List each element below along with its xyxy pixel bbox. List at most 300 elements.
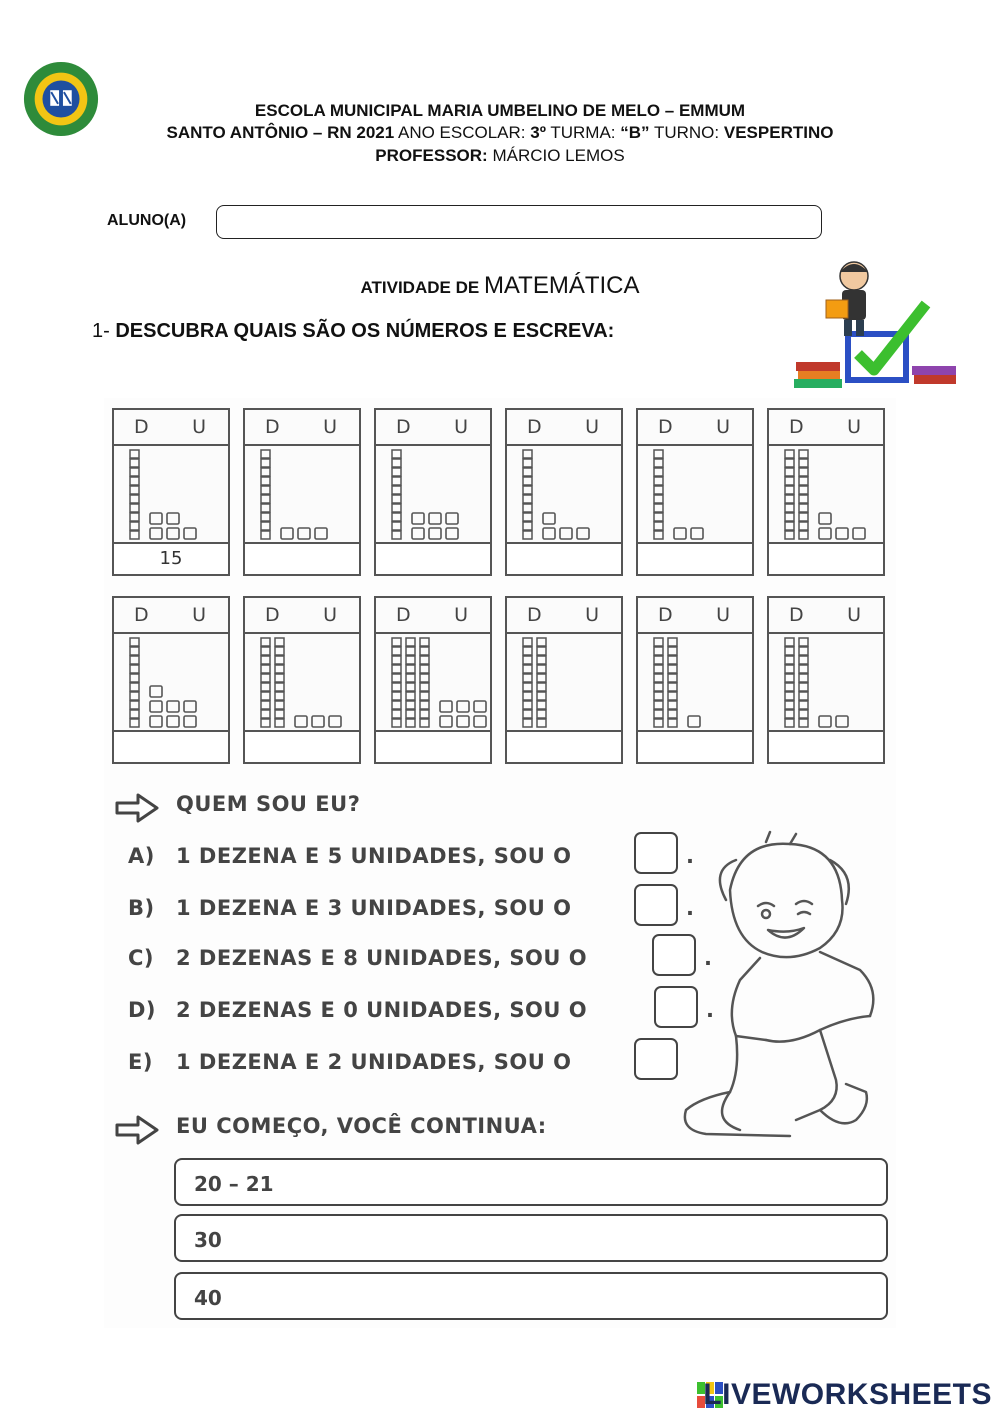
ten-rod-cube [785, 638, 794, 646]
place-value-card [767, 408, 885, 576]
ten-rod-cube [130, 647, 139, 655]
base-ten-blocks [245, 632, 359, 734]
unit-cube [312, 716, 324, 727]
ten-rod-cube [275, 719, 284, 727]
base-ten-blocks [376, 444, 490, 546]
unit-cube [674, 528, 686, 539]
ten-rod-cube [523, 710, 532, 718]
tens-header: D [134, 416, 149, 438]
ten-rod-cube [537, 692, 546, 700]
base-ten-blocks [245, 444, 359, 546]
ten-rod-cube [275, 665, 284, 673]
unit-cube [474, 701, 486, 712]
ten-rod-cube [523, 638, 532, 646]
unit-cube [429, 513, 441, 524]
ten-rod-cube [130, 719, 139, 727]
ten-rod-cube [392, 638, 401, 646]
ten-rod-cube [654, 656, 663, 664]
sequence-row-1[interactable] [174, 1158, 888, 1206]
ten-rod-cube [392, 701, 401, 709]
ten-rod-cube [275, 692, 284, 700]
ten-rod-cube [130, 692, 139, 700]
unit-cube [167, 701, 179, 712]
du-header [638, 410, 752, 446]
ten-rod-cube [420, 719, 429, 727]
ten-rod-cube [406, 638, 415, 646]
unit-cube [457, 716, 469, 727]
question-text: DESCUBRA QUAIS SÃO OS NÚMEROS E ESCREVA: [115, 320, 615, 342]
du-header [114, 410, 228, 446]
ten-rod-cube [420, 692, 429, 700]
ten-rod-cube [392, 656, 401, 664]
tens-header: D [265, 416, 280, 438]
card-answer-field[interactable] [376, 730, 490, 762]
place-value-card [636, 596, 754, 764]
unit-cube [440, 716, 452, 727]
sequence-row-3[interactable] [174, 1272, 888, 1320]
ten-rod-cube [392, 647, 401, 655]
ten-rod-cube [420, 683, 429, 691]
tens-header: D [658, 416, 673, 438]
ten-rod-cube [130, 504, 139, 512]
base-ten-blocks [638, 444, 752, 546]
sequence-start: 40 [194, 1286, 222, 1310]
ten-rod-cube [785, 468, 794, 476]
unit-cube [295, 716, 307, 727]
units-header: U [847, 416, 861, 438]
du-header [769, 598, 883, 634]
class-value: “B” [620, 123, 650, 142]
ten-rod-cube [523, 531, 532, 539]
tens-header: D [265, 604, 280, 626]
qse-text: 1 DEZENA E 2 UNIDADES, SOU O [176, 1050, 572, 1074]
ten-rod-cube [785, 459, 794, 467]
ten-rod-cube [523, 459, 532, 467]
unit-cube [412, 513, 424, 524]
du-header [245, 598, 359, 634]
base-ten-blocks [507, 632, 621, 734]
tens-header: D [396, 604, 411, 626]
ten-rod-cube [523, 647, 532, 655]
units-header: U [716, 416, 730, 438]
base-ten-blocks [638, 632, 752, 734]
ten-rod-cube [275, 683, 284, 691]
ten-rod-cube [799, 477, 808, 485]
ten-rod-cube [261, 459, 270, 467]
ten-rod-cube [785, 719, 794, 727]
ten-rod-cube [420, 701, 429, 709]
card-answer-field[interactable] [507, 542, 621, 574]
ten-rod-cube [668, 656, 677, 664]
ten-rod-cube [668, 665, 677, 673]
ten-rod-cube [668, 692, 677, 700]
ten-rod-cube [785, 531, 794, 539]
ten-rod-cube [130, 531, 139, 539]
ten-rod-cube [654, 692, 663, 700]
ten-rod-cube [668, 674, 677, 682]
continue-title: EU COMEÇO, VOCÊ CONTINUA: [176, 1114, 547, 1138]
unit-cube [167, 716, 179, 727]
ten-rod-cube [785, 665, 794, 673]
unit-cube [446, 528, 458, 539]
ten-rod-cube [799, 531, 808, 539]
place-value-card [767, 596, 885, 764]
ten-rod-cube [523, 522, 532, 530]
ten-rod-cube [261, 719, 270, 727]
ten-rod-cube [799, 656, 808, 664]
ten-rod-cube [799, 450, 808, 458]
ten-rod-cube [261, 683, 270, 691]
ten-rod-cube [799, 513, 808, 521]
ten-rod-cube [130, 468, 139, 476]
ten-rod-cube [785, 647, 794, 655]
ten-rod-cube [130, 674, 139, 682]
ten-rod-cube [654, 665, 663, 673]
units-header: U [323, 604, 337, 626]
ten-rod-cube [261, 495, 270, 503]
ten-rod-cube [406, 692, 415, 700]
ten-rod-cube [523, 513, 532, 521]
unit-cube [298, 528, 310, 539]
qse-letter: B) [128, 896, 155, 920]
ten-rod-cube [523, 468, 532, 476]
unit-cube [543, 513, 555, 524]
ten-rod-cube [130, 450, 139, 458]
ten-rod-cube [392, 719, 401, 727]
du-header [245, 410, 359, 446]
ten-rod-cube [799, 522, 808, 530]
unit-cube [184, 716, 196, 727]
qse-period: . [686, 844, 695, 868]
tens-header: D [658, 604, 673, 626]
place-value-card [112, 408, 230, 576]
qse-letter: D) [128, 998, 157, 1022]
ten-rod-cube [654, 477, 663, 485]
ten-rod-cube [261, 513, 270, 521]
ten-rod-cube [537, 719, 546, 727]
ten-rod-cube [406, 719, 415, 727]
unit-cube [150, 513, 162, 524]
qse-letter: E) [128, 1050, 153, 1074]
school-name: ESCOLA MUNICIPAL MARIA UMBELINO DE MELO – EMMUM [254, 101, 746, 120]
place-value-card [374, 408, 492, 576]
ten-rod-cube [261, 522, 270, 530]
ten-rod-cube [420, 656, 429, 664]
ten-rod-cube [392, 450, 401, 458]
sequence-start: 30 [194, 1228, 222, 1252]
units-header: U [716, 604, 730, 626]
tens-header: D [396, 416, 411, 438]
ten-rod-cube [654, 701, 663, 709]
ten-rod-cube [654, 522, 663, 530]
qse-text: 1 DEZENA E 3 UNIDADES, SOU O [176, 896, 572, 920]
tens-header: D [789, 416, 804, 438]
liveworksheets-brand: LIVEWORKSHEETS [703, 1378, 992, 1411]
activity-prefix: ATIVIDADE DE [360, 278, 480, 297]
ten-rod-cube [420, 665, 429, 673]
ten-rod-cube [523, 701, 532, 709]
unit-cube [329, 716, 341, 727]
ten-rod-cube [392, 459, 401, 467]
qse-period: . [706, 998, 715, 1022]
ten-rod-cube [785, 674, 794, 682]
unit-cube [691, 528, 703, 539]
base-ten-blocks [769, 444, 883, 546]
ten-rod-cube [799, 638, 808, 646]
ten-rod-cube [654, 710, 663, 718]
ten-rod-cube [537, 665, 546, 673]
du-header [376, 410, 490, 446]
ten-rod-cube [799, 719, 808, 727]
du-header [638, 598, 752, 634]
ten-rod-cube [130, 638, 139, 646]
qse-letter: C) [128, 946, 155, 970]
place-value-card [636, 408, 754, 576]
ten-rod-cube [785, 710, 794, 718]
units-header: U [585, 416, 599, 438]
unit-cube [150, 716, 162, 727]
ten-rod-cube [261, 656, 270, 664]
tens-header: D [134, 604, 149, 626]
ten-rod-cube [261, 674, 270, 682]
ten-rod-cube [392, 504, 401, 512]
arrow-right-icon [114, 1114, 160, 1146]
ten-rod-cube [406, 647, 415, 655]
ten-rod-cube [130, 656, 139, 664]
teacher-name: MÁRCIO LEMOS [492, 146, 625, 165]
ten-rod-cube [799, 674, 808, 682]
unit-cube [281, 528, 293, 539]
ten-rod-cube [654, 674, 663, 682]
ten-rod-cube [261, 531, 270, 539]
card-answer-field[interactable] [507, 730, 621, 762]
ten-rod-cube [654, 513, 663, 521]
unit-cube [167, 528, 179, 539]
ten-rod-cube [785, 683, 794, 691]
ten-rod-cube [523, 719, 532, 727]
ten-rod-cube [392, 477, 401, 485]
ten-rod-cube [275, 710, 284, 718]
ten-rod-cube [261, 477, 270, 485]
ten-rod-cube [523, 692, 532, 700]
du-header [114, 598, 228, 634]
du-header [507, 598, 621, 634]
ten-rod-cube [799, 665, 808, 673]
units-header: U [192, 416, 206, 438]
base-ten-blocks [114, 632, 228, 734]
ten-rod-cube [275, 656, 284, 664]
unit-cube [474, 716, 486, 727]
unit-cube [184, 528, 196, 539]
unit-cube [457, 701, 469, 712]
unit-cube [429, 528, 441, 539]
ten-rod-cube [261, 504, 270, 512]
unit-cube [819, 528, 831, 539]
ten-rod-cube [654, 719, 663, 727]
tens-header: D [789, 604, 804, 626]
ten-rod-cube [785, 522, 794, 530]
unit-cube [446, 513, 458, 524]
ten-rod-cube [392, 495, 401, 503]
teacher-line [0, 145, 1000, 167]
place-value-card [505, 408, 623, 576]
shift-label: TURNO: [653, 123, 720, 142]
ten-rod-cube [785, 495, 794, 503]
units-header: U [192, 604, 206, 626]
card-answer-field[interactable] [376, 542, 490, 574]
class-label: TURMA: [550, 123, 616, 142]
ten-rod-cube [406, 701, 415, 709]
qse-text: 2 DEZENAS E 8 UNIDADES, SOU O [176, 946, 588, 970]
place-value-card [243, 408, 361, 576]
ten-rod-cube [261, 701, 270, 709]
activity-subject: MATEMÁTICA [483, 272, 640, 299]
ten-rod-cube [130, 477, 139, 485]
ten-rod-cube [654, 486, 663, 494]
ten-rod-cube [799, 504, 808, 512]
units-header: U [847, 604, 861, 626]
ten-rod-cube [392, 710, 401, 718]
ten-rod-cube [406, 665, 415, 673]
base-ten-blocks [507, 444, 621, 546]
ten-rod-cube [261, 665, 270, 673]
ten-rod-cube [420, 638, 429, 646]
ten-rod-cube [537, 701, 546, 709]
card-answer-field[interactable] [245, 730, 359, 762]
ten-rod-cube [799, 647, 808, 655]
ten-rod-cube [799, 692, 808, 700]
qse-letter: A) [128, 844, 155, 868]
ten-rod-cube [392, 665, 401, 673]
ten-rod-cube [130, 495, 139, 503]
ten-rod-cube [392, 522, 401, 530]
ten-rod-cube [420, 674, 429, 682]
ten-rod-cube [392, 683, 401, 691]
ten-rod-cube [406, 674, 415, 682]
ten-rod-cube [654, 504, 663, 512]
ten-rod-cube [523, 504, 532, 512]
ten-rod-cube [523, 486, 532, 494]
ten-rod-cube [275, 674, 284, 682]
units-header: U [454, 604, 468, 626]
unit-cube [836, 528, 848, 539]
ten-rod-cube [799, 701, 808, 709]
teacher-label: PROFESSOR: [375, 146, 488, 165]
ten-rod-cube [261, 638, 270, 646]
ten-rod-cube [785, 486, 794, 494]
unit-cube [150, 686, 162, 697]
sequence-row-2[interactable] [174, 1214, 888, 1262]
unit-cube [836, 716, 848, 727]
school-info-line [0, 122, 1000, 144]
ten-rod-cube [785, 513, 794, 521]
qse-period: . [704, 946, 713, 970]
card-answer-field[interactable] [638, 730, 752, 762]
ten-rod-cube [785, 692, 794, 700]
ten-rod-cube [537, 710, 546, 718]
du-header [376, 598, 490, 634]
ten-rod-cube [785, 701, 794, 709]
ten-rod-cube [275, 638, 284, 646]
question-number: 1- [92, 320, 110, 342]
ten-rod-cube [523, 656, 532, 664]
question-1-heading [92, 320, 614, 343]
ten-rod-cube [785, 656, 794, 664]
student-label: ALUNO(A) [107, 212, 187, 229]
year-label: ANO ESCOLAR: [397, 123, 526, 142]
ten-rod-cube [275, 647, 284, 655]
ten-rod-cube [523, 495, 532, 503]
ten-rod-cube [799, 468, 808, 476]
unit-cube [184, 701, 196, 712]
unit-cube [412, 528, 424, 539]
ten-rod-cube [130, 701, 139, 709]
student-name-input[interactable] [216, 205, 822, 239]
ten-rod-cube [523, 665, 532, 673]
ten-rod-cube [537, 656, 546, 664]
unit-cube [440, 701, 452, 712]
place-value-card [112, 596, 230, 764]
ten-rod-cube [537, 683, 546, 691]
ten-rod-cube [654, 683, 663, 691]
ten-rod-cube [261, 710, 270, 718]
base-ten-blocks [114, 444, 228, 546]
ten-rod-cube [799, 683, 808, 691]
ten-rod-cube [799, 486, 808, 494]
ten-rod-cube [668, 638, 677, 646]
base-ten-blocks [769, 632, 883, 734]
ten-rod-cube [130, 486, 139, 494]
ten-rod-cube [785, 477, 794, 485]
ten-rod-cube [392, 513, 401, 521]
ten-rod-cube [785, 504, 794, 512]
ten-rod-cube [668, 719, 677, 727]
units-header: U [323, 416, 337, 438]
quem-sou-eu-title: QUEM SOU EU? [176, 792, 361, 816]
ten-rod-cube [523, 450, 532, 458]
qse-text: 1 DEZENA E 5 UNIDADES, SOU O [176, 844, 572, 868]
ten-rod-cube [537, 647, 546, 655]
ten-rod-cube [668, 683, 677, 691]
ten-rod-cube [668, 710, 677, 718]
ten-rod-cube [668, 647, 677, 655]
card-answer-field[interactable]: 15 [114, 542, 228, 574]
place-value-card [374, 596, 492, 764]
card-answer-field[interactable] [114, 730, 228, 762]
ten-rod-cube [130, 459, 139, 467]
ten-rod-cube [392, 531, 401, 539]
unit-cube [819, 716, 831, 727]
ten-rod-cube [392, 674, 401, 682]
unit-cube [150, 528, 162, 539]
city-year: SANTO ANTÔNIO – RN 2021 [166, 123, 395, 142]
place-value-card [505, 596, 623, 764]
card-answer-field[interactable] [638, 542, 752, 574]
tens-header: D [527, 604, 542, 626]
card-answer-field[interactable] [769, 542, 883, 574]
teacher-checkmark-illustration [790, 258, 965, 398]
card-answer-field[interactable] [245, 542, 359, 574]
tens-header: D [527, 416, 542, 438]
ten-rod-cube [130, 522, 139, 530]
ten-rod-cube [785, 450, 794, 458]
ten-rod-cube [130, 513, 139, 521]
du-header [769, 410, 883, 446]
unit-cube [150, 701, 162, 712]
ten-rod-cube [392, 468, 401, 476]
card-answer-field[interactable] [769, 730, 883, 762]
unit-cube [853, 528, 865, 539]
